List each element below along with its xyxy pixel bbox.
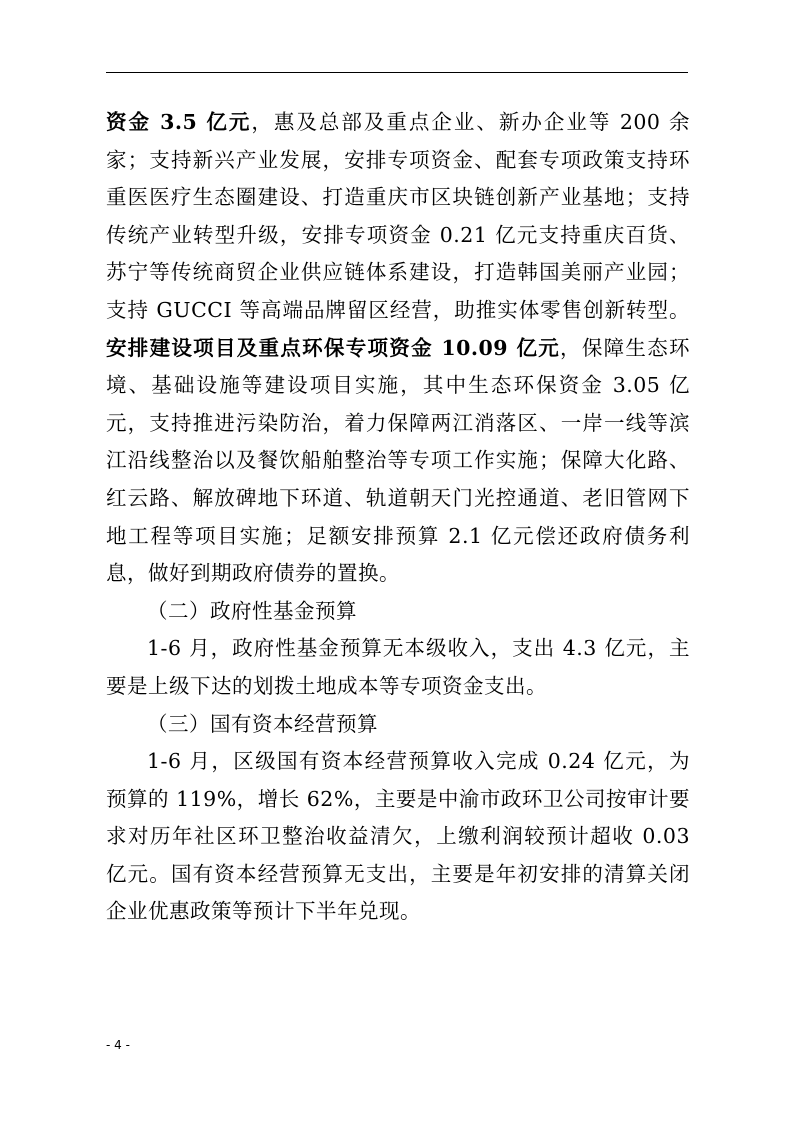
section-heading	[106, 706, 690, 744]
text-segment: 1-6 月，区级国有资本经营预算收入完成 0.24 亿元，为预算的 119%，增长 62%，主要是中渝市政环卫公司按审计要求对历年社区环卫整治收益清欠，上缴利润较预计超收 0.03 亿元。国有资本经营预算无支出，主要是年初安排的清算关闭企业优惠政策等预计下半年兑现。	[106, 749, 690, 924]
text-segment: 1-6 月，政府性基金预算无本级收入，支出 4.3 亿元，主要是上级下达的划拨土地成本等专项资金支出。	[106, 636, 690, 698]
text-segment: ，惠及总部及重点企业、新办企业等 200 余家；支持新兴产业发展，安排专项资金、配套专项政策支持环重医医疗生态圈建设、打造重庆市区块链创新产业基地；支持传统产业转型升级，安排专项资金 0.21 亿元支持重庆百货、苏宁等传统商贸企业供应链体系建设，打造韩国美丽产业园；支持 GUCCI 等高端品牌留区经营，助推实体零售创新转型。	[106, 110, 690, 322]
bold-text-segment: 安排建设项目及重点环保专项资金 10.09 亿元	[106, 335, 561, 360]
text-segment: （二）政府性基金预算	[147, 598, 357, 623]
header-rule	[106, 72, 688, 73]
page-number: - 4 -	[106, 1038, 130, 1052]
section-heading	[106, 593, 690, 631]
paragraph	[106, 743, 690, 931]
document-body	[106, 104, 690, 931]
bold-text-segment: 资金 3.5 亿元	[106, 110, 252, 134]
paragraph	[106, 630, 690, 705]
paragraph	[106, 104, 690, 593]
text-segment: （三）国有资本经营预算	[147, 711, 378, 736]
text-segment: ，保障生态环境、基础设施等建设项目实施，其中生态环保资金 3.05 亿元，支持推进污染防治，着力保障两江消落区、一岸一线等滨江沿线整治以及餐饮船舶整治等专项工作实施；保障大化路、红云路、解放碑地下环道、轨道朝天门光控通道、老旧管网下地工程等项目实施；足额安排预算 2.1 亿元偿还政府债务利息，做好到期政府债券的置换。	[106, 335, 691, 586]
